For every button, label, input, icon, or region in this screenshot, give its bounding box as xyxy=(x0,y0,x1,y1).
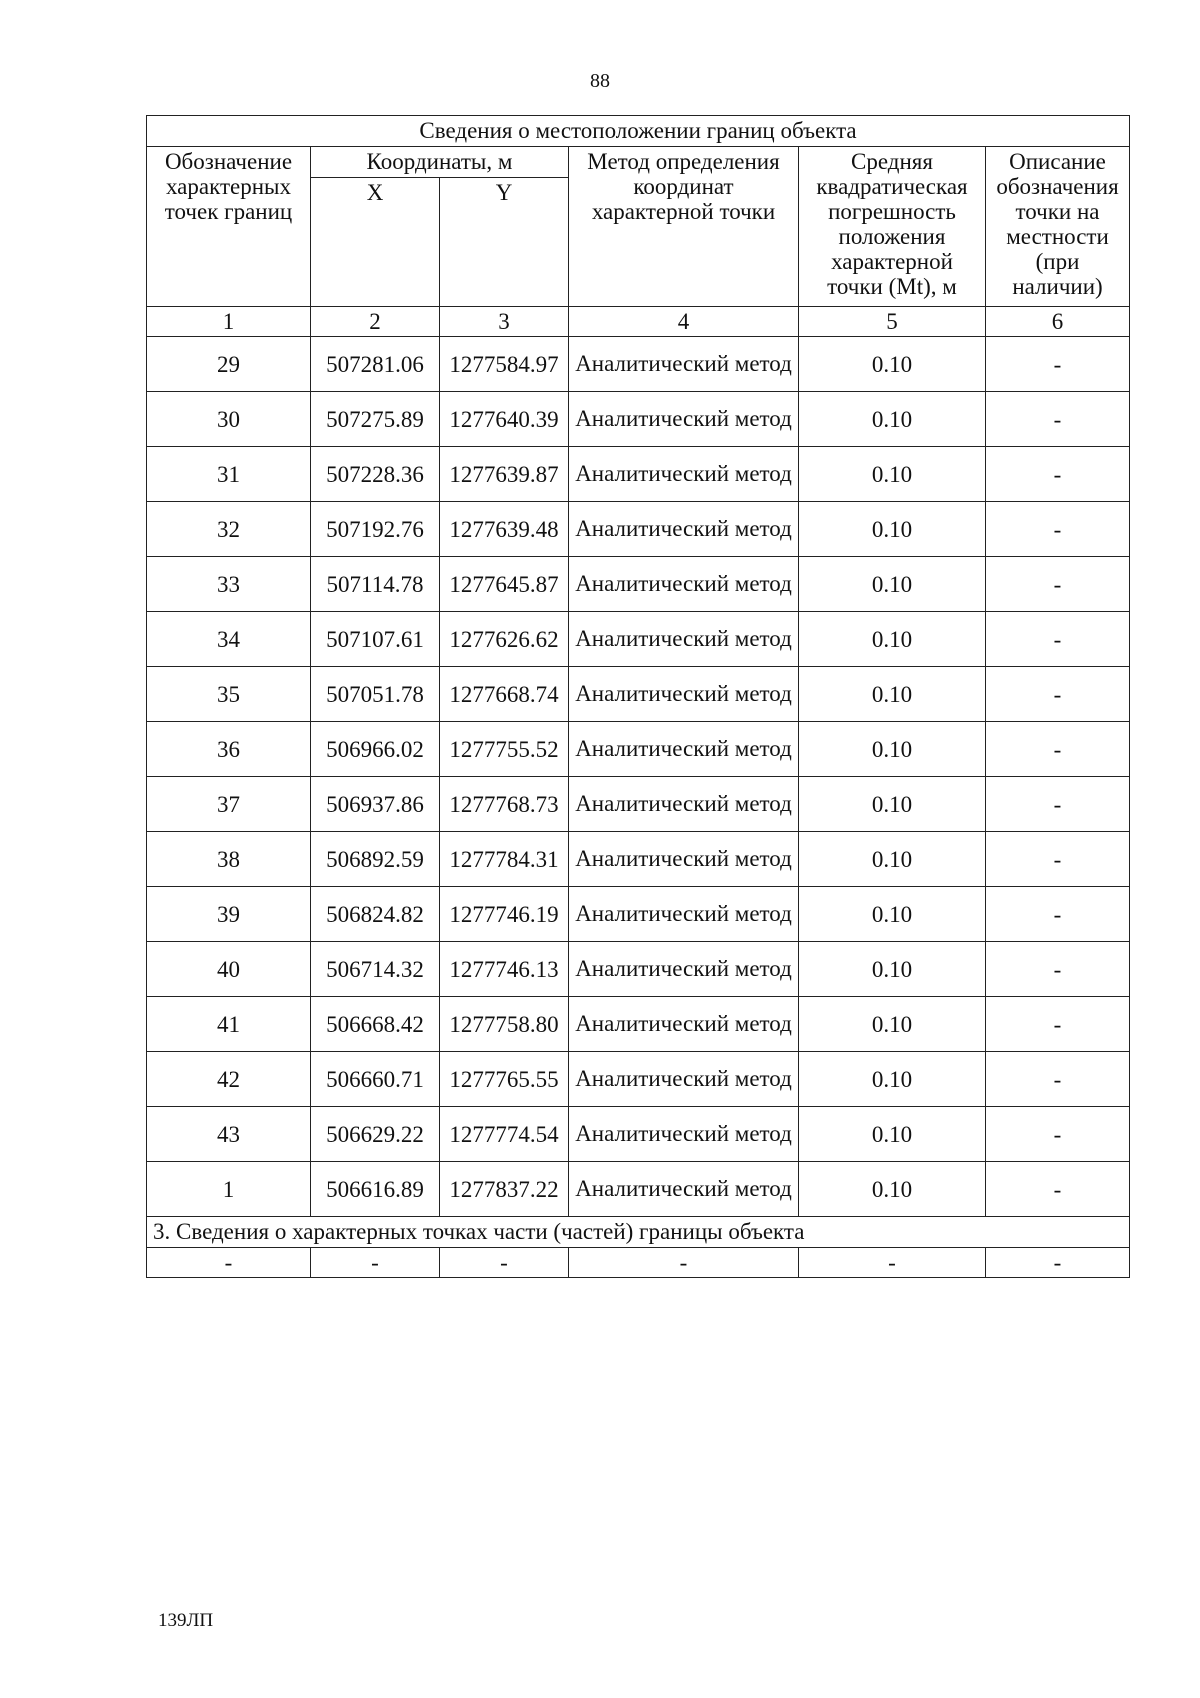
table-row xyxy=(147,557,1130,612)
cell-y: 1277640.39 xyxy=(440,392,569,447)
cell-x: 507228.36 xyxy=(311,447,440,502)
column-number: 6 xyxy=(986,307,1130,337)
cell-mean-error: 0.10 xyxy=(799,887,986,942)
cell-method: Аналитический метод xyxy=(569,887,799,942)
cell-mean-error: 0.10 xyxy=(799,722,986,777)
table-row xyxy=(147,337,1130,392)
cell-method: Аналитический метод xyxy=(569,832,799,887)
cell-y: 1277758.80 xyxy=(440,997,569,1052)
section-3-row xyxy=(147,1248,1130,1278)
cell-mean-error: 0.10 xyxy=(799,612,986,667)
table-row xyxy=(147,1162,1130,1217)
cell-point: 43 xyxy=(147,1107,311,1162)
cell-y: 1277746.19 xyxy=(440,887,569,942)
cell-description: - xyxy=(986,337,1130,392)
table-row xyxy=(147,1052,1130,1107)
column-number: 5 xyxy=(799,307,986,337)
cell-x: 506714.32 xyxy=(311,942,440,997)
cell-mean-error: 0.10 xyxy=(799,502,986,557)
cell-method: Аналитический метод xyxy=(569,722,799,777)
table-row xyxy=(147,887,1130,942)
boundary-coordinates-table xyxy=(146,115,1130,1278)
cell-description: - xyxy=(986,502,1130,557)
cell-mean-error: 0.10 xyxy=(799,667,986,722)
cell-point: 42 xyxy=(147,1052,311,1107)
header-mean-error: Средняя квадратическая погрешность положения характерной точки (Mt), м xyxy=(799,147,986,307)
cell-point: 34 xyxy=(147,612,311,667)
table-row xyxy=(147,832,1130,887)
cell-description: - xyxy=(986,392,1130,447)
cell-description: - xyxy=(986,887,1130,942)
cell-y: 1277584.97 xyxy=(440,337,569,392)
cell-method: Аналитический метод xyxy=(569,942,799,997)
cell-mean-error: 0.10 xyxy=(799,1162,986,1217)
cell-point: 37 xyxy=(147,777,311,832)
cell-x: 507114.78 xyxy=(311,557,440,612)
section-3-title: 3. Сведения о характерных точках части (частей) границы объекта xyxy=(147,1217,1130,1248)
cell-y: 1277837.22 xyxy=(440,1162,569,1217)
cell-description: - xyxy=(986,1107,1130,1162)
cell-x: 506668.42 xyxy=(311,997,440,1052)
cell-mean-error: 0.10 xyxy=(799,447,986,502)
cell-y: 1277746.13 xyxy=(440,942,569,997)
table-row xyxy=(147,777,1130,832)
table-row xyxy=(147,942,1130,997)
cell-description: - xyxy=(986,722,1130,777)
cell-x: 507051.78 xyxy=(311,667,440,722)
cell-y: 1277639.48 xyxy=(440,502,569,557)
cell-description: - xyxy=(986,612,1130,667)
cell-mean-error: 0.10 xyxy=(799,392,986,447)
cell-point: 36 xyxy=(147,722,311,777)
header-point-designation: Обозначение характерных точек границ xyxy=(147,147,311,307)
table-row xyxy=(147,997,1130,1052)
cell-y: 1277668.74 xyxy=(440,667,569,722)
section-3-cell: - xyxy=(440,1248,569,1278)
cell-y: 1277765.55 xyxy=(440,1052,569,1107)
cell-description: - xyxy=(986,1162,1130,1217)
cell-description: - xyxy=(986,997,1130,1052)
header-x: X xyxy=(311,178,440,307)
cell-mean-error: 0.10 xyxy=(799,997,986,1052)
column-numbers-row xyxy=(147,307,1130,337)
table-title: Сведения о местоположении границ объекта xyxy=(147,116,1130,147)
cell-method: Аналитический метод xyxy=(569,447,799,502)
cell-method: Аналитический метод xyxy=(569,777,799,832)
cell-mean-error: 0.10 xyxy=(799,1107,986,1162)
cell-point: 30 xyxy=(147,392,311,447)
table-row xyxy=(147,667,1130,722)
column-number: 1 xyxy=(147,307,311,337)
cell-point: 35 xyxy=(147,667,311,722)
cell-method: Аналитический метод xyxy=(569,392,799,447)
section-3-cell: - xyxy=(311,1248,440,1278)
table-row xyxy=(147,722,1130,777)
cell-x: 506616.89 xyxy=(311,1162,440,1217)
cell-x: 506629.22 xyxy=(311,1107,440,1162)
cell-description: - xyxy=(986,1052,1130,1107)
cell-point: 31 xyxy=(147,447,311,502)
cell-method: Аналитический метод xyxy=(569,1162,799,1217)
cell-mean-error: 0.10 xyxy=(799,337,986,392)
cell-method: Аналитический метод xyxy=(569,502,799,557)
cell-y: 1277645.87 xyxy=(440,557,569,612)
section-3-cell: - xyxy=(986,1248,1130,1278)
table-row xyxy=(147,612,1130,667)
column-number: 3 xyxy=(440,307,569,337)
header-description: Описание обозначения точки на местности (при наличии) xyxy=(986,147,1130,307)
cell-description: - xyxy=(986,667,1130,722)
cell-method: Аналитический метод xyxy=(569,612,799,667)
cell-x: 507107.61 xyxy=(311,612,440,667)
cell-y: 1277768.73 xyxy=(440,777,569,832)
cell-point: 33 xyxy=(147,557,311,612)
cell-x: 506966.02 xyxy=(311,722,440,777)
header-coordinates: Координаты, м xyxy=(311,147,569,178)
table-row xyxy=(147,447,1130,502)
footer-document-code: 139ЛП xyxy=(158,1610,214,1631)
cell-point: 40 xyxy=(147,942,311,997)
cell-x: 506937.86 xyxy=(311,777,440,832)
section-3-cell: - xyxy=(569,1248,799,1278)
table-row xyxy=(147,502,1130,557)
cell-point: 38 xyxy=(147,832,311,887)
page-number: 88 xyxy=(590,70,610,92)
section-3-cell: - xyxy=(799,1248,986,1278)
cell-method: Аналитический метод xyxy=(569,337,799,392)
table-row xyxy=(147,1107,1130,1162)
cell-description: - xyxy=(986,447,1130,502)
section-3-cell: - xyxy=(147,1248,311,1278)
cell-x: 507281.06 xyxy=(311,337,440,392)
cell-x: 507275.89 xyxy=(311,392,440,447)
cell-x: 506824.82 xyxy=(311,887,440,942)
cell-point: 41 xyxy=(147,997,311,1052)
cell-point: 39 xyxy=(147,887,311,942)
cell-y: 1277639.87 xyxy=(440,447,569,502)
header-y: Y xyxy=(440,178,569,307)
cell-x: 507192.76 xyxy=(311,502,440,557)
cell-point: 1 xyxy=(147,1162,311,1217)
column-number: 2 xyxy=(311,307,440,337)
cell-method: Аналитический метод xyxy=(569,1052,799,1107)
cell-x: 506892.59 xyxy=(311,832,440,887)
cell-mean-error: 0.10 xyxy=(799,557,986,612)
cell-description: - xyxy=(986,557,1130,612)
cell-method: Аналитический метод xyxy=(569,997,799,1052)
cell-description: - xyxy=(986,777,1130,832)
cell-method: Аналитический метод xyxy=(569,667,799,722)
header-method: Метод определения координат характерной точки xyxy=(569,147,799,307)
cell-method: Аналитический метод xyxy=(569,557,799,612)
column-number: 4 xyxy=(569,307,799,337)
cell-x: 506660.71 xyxy=(311,1052,440,1107)
cell-y: 1277755.52 xyxy=(440,722,569,777)
cell-y: 1277784.31 xyxy=(440,832,569,887)
cell-description: - xyxy=(986,832,1130,887)
cell-method: Аналитический метод xyxy=(569,1107,799,1162)
cell-point: 32 xyxy=(147,502,311,557)
cell-y: 1277626.62 xyxy=(440,612,569,667)
cell-mean-error: 0.10 xyxy=(799,832,986,887)
cell-mean-error: 0.10 xyxy=(799,777,986,832)
table-row xyxy=(147,392,1130,447)
cell-y: 1277774.54 xyxy=(440,1107,569,1162)
cell-mean-error: 0.10 xyxy=(799,942,986,997)
cell-description: - xyxy=(986,942,1130,997)
cell-point: 29 xyxy=(147,337,311,392)
cell-mean-error: 0.10 xyxy=(799,1052,986,1107)
